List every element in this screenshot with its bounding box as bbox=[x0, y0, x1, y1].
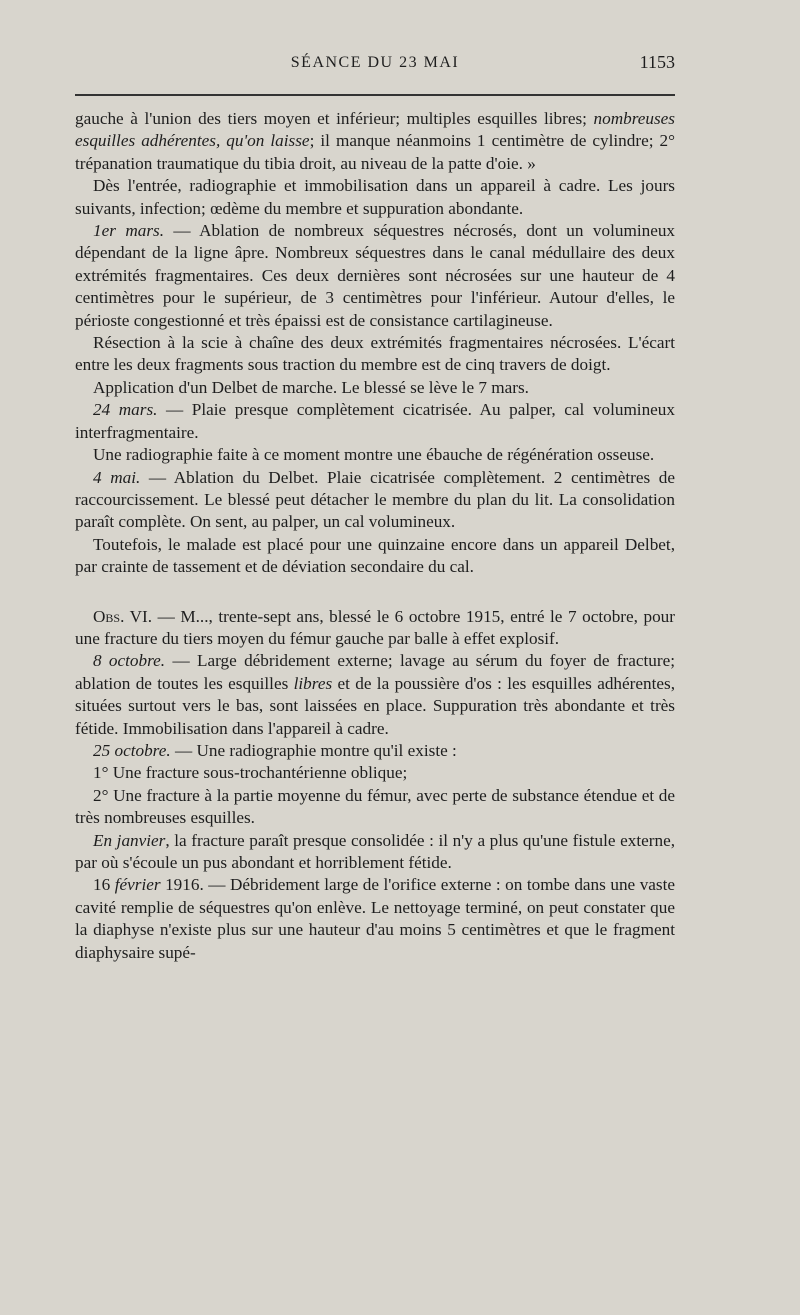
paragraph-p16 bbox=[75, 874, 675, 964]
text-segment: 16 bbox=[93, 875, 115, 895]
text-segment: — Ablation du Delbet. Plaie cicatrisée complètement. 2 centimètres de raccourcissement. Le blessé peut détacher le membre du plan du lit. La consolidation paraît complète. On sent, au palper, un cal volumineux. bbox=[75, 467, 675, 532]
text-segment: et de la poussière d'os : les esquilles adhérentes, situées surtout vers le bas, sont laissées en place. Suppuration très abondante et très fétide. Immobilisation dans l'appareil à cadre. bbox=[75, 673, 675, 738]
paragraph-p2 bbox=[75, 175, 675, 220]
page-header bbox=[75, 50, 675, 80]
text-segment: 25 octobre. bbox=[93, 740, 171, 760]
text-segment: — M..., trente-sept ans, blessé le 6 octobre 1915, entré le 7 octobre, pour une fracture du tiers moyen du fémur gauche par balle à effet explosif. bbox=[75, 606, 675, 648]
text-segment: 1er mars. bbox=[93, 221, 165, 241]
text-segment: 4 mai. bbox=[93, 467, 141, 487]
text-segment: Toutefois, le malade est placé pour une quinzaine encore dans un appareil Delbet, par crainte de tassement et de déviation secondaire du cal. bbox=[75, 534, 675, 577]
text-segment: — Large débridement externe; lavage au sérum du foyer de fracture; ablation de toutes les esquilles bbox=[75, 651, 675, 693]
text-segment: février bbox=[114, 875, 161, 895]
paragraph-p6 bbox=[75, 399, 675, 444]
text-segment: libres bbox=[293, 673, 333, 693]
paragraph-p4 bbox=[75, 332, 675, 377]
text-segment: — Plaie presque complètement cicatrisée. Au palper, cal volumineux interfragmentaire. bbox=[75, 400, 675, 442]
paragraph-p10 bbox=[75, 606, 675, 651]
paragraph-p1 bbox=[75, 108, 675, 175]
paragraph-p9 bbox=[75, 534, 675, 579]
text-segment: ; il manque néanmoins 1 centimètre de cylindre; 2° trépanation traumatique du tibia droit, au niveau de la patte d'oie. » bbox=[75, 131, 675, 173]
paragraph-p15 bbox=[75, 830, 675, 875]
text-segment: Dès l'entrée, radiographie et immobilisation dans un appareil à cadre. Les jours suivants, infection; œdème du membre et suppuration abondante. bbox=[75, 176, 675, 218]
body-text bbox=[75, 108, 675, 964]
paragraph-p5 bbox=[75, 377, 675, 399]
text-segment: gauche à l'union des tiers moyen et inférieur; multiples esquilles libres; bbox=[75, 109, 594, 128]
paragraph-p14 bbox=[75, 785, 675, 830]
text-segment: Obs. VI. bbox=[93, 606, 153, 626]
running-title: SÉANCE DU 23 MAI bbox=[290, 54, 460, 71]
paragraph-p13 bbox=[75, 762, 675, 784]
text-segment: En janvier bbox=[93, 830, 166, 850]
text-segment: — Ablation de nombreux séquestres nécrosés, dont un volumineux dépendant de la ligne âpre. Nombreux séquestres dans le canal médullaire des deux extrémités fragmentaires. Ces deux dernières sont nécrosées sur une hauteur de 4 centimètres pour le supérieur, de 3 centimètres pour l'inférieur. Autour d'elles, le périoste congestionné et très épaissi est de consistance cartilagineuse. bbox=[75, 221, 676, 330]
text-segment: 1916. — Débridement large de l'orifice externe : on tombe dans une vaste cavité remplie de séquestres qu'on enlève. Le nettoyage terminé, on peut constater que la diaphyse n'existe plus sur une hauteur d'au moins 5 centimètres et que le fragment diaphysaire supé- bbox=[75, 875, 676, 962]
paragraph-p8 bbox=[75, 467, 675, 534]
text-segment: nombreuses esquilles adhérentes, qu'on laisse bbox=[75, 109, 675, 151]
text-segment: 8 octobre. bbox=[93, 651, 166, 671]
paragraph-p3 bbox=[75, 220, 675, 332]
text-segment: Une radiographie faite à ce moment montre une ébauche de régénération osseuse. bbox=[93, 445, 655, 465]
text-segment: — Une radiographie montre qu'il existe : bbox=[170, 740, 457, 760]
header-rule bbox=[75, 94, 675, 96]
paragraph-p11 bbox=[75, 650, 675, 740]
page-number: 1153 bbox=[639, 52, 675, 72]
text-segment: Résection à la scie à chaîne des deux extrémités fragmentaires nécrosées. L'écart entre les deux fragments sous traction du membre est de cinq travers de doigt. bbox=[75, 333, 675, 375]
text-segment: , la fracture paraît presque consolidée : il n'y a plus qu'une fistule externe, par où s'écoule un pus abondant et horriblement fétide. bbox=[75, 830, 675, 872]
paragraph-p7 bbox=[75, 444, 675, 466]
text-segment: 24 mars. bbox=[93, 400, 158, 420]
text-segment: Application d'un Delbet de marche. Le blessé se lève le 7 mars. bbox=[93, 377, 529, 397]
text-segment: 1° Une fracture sous-trochantérienne oblique; bbox=[93, 763, 408, 783]
text-segment: 2° Une fracture à la partie moyenne du fémur, avec perte de substance étendue et de très nombreuses esquilles. bbox=[75, 785, 675, 828]
paragraph-p12 bbox=[75, 740, 675, 762]
